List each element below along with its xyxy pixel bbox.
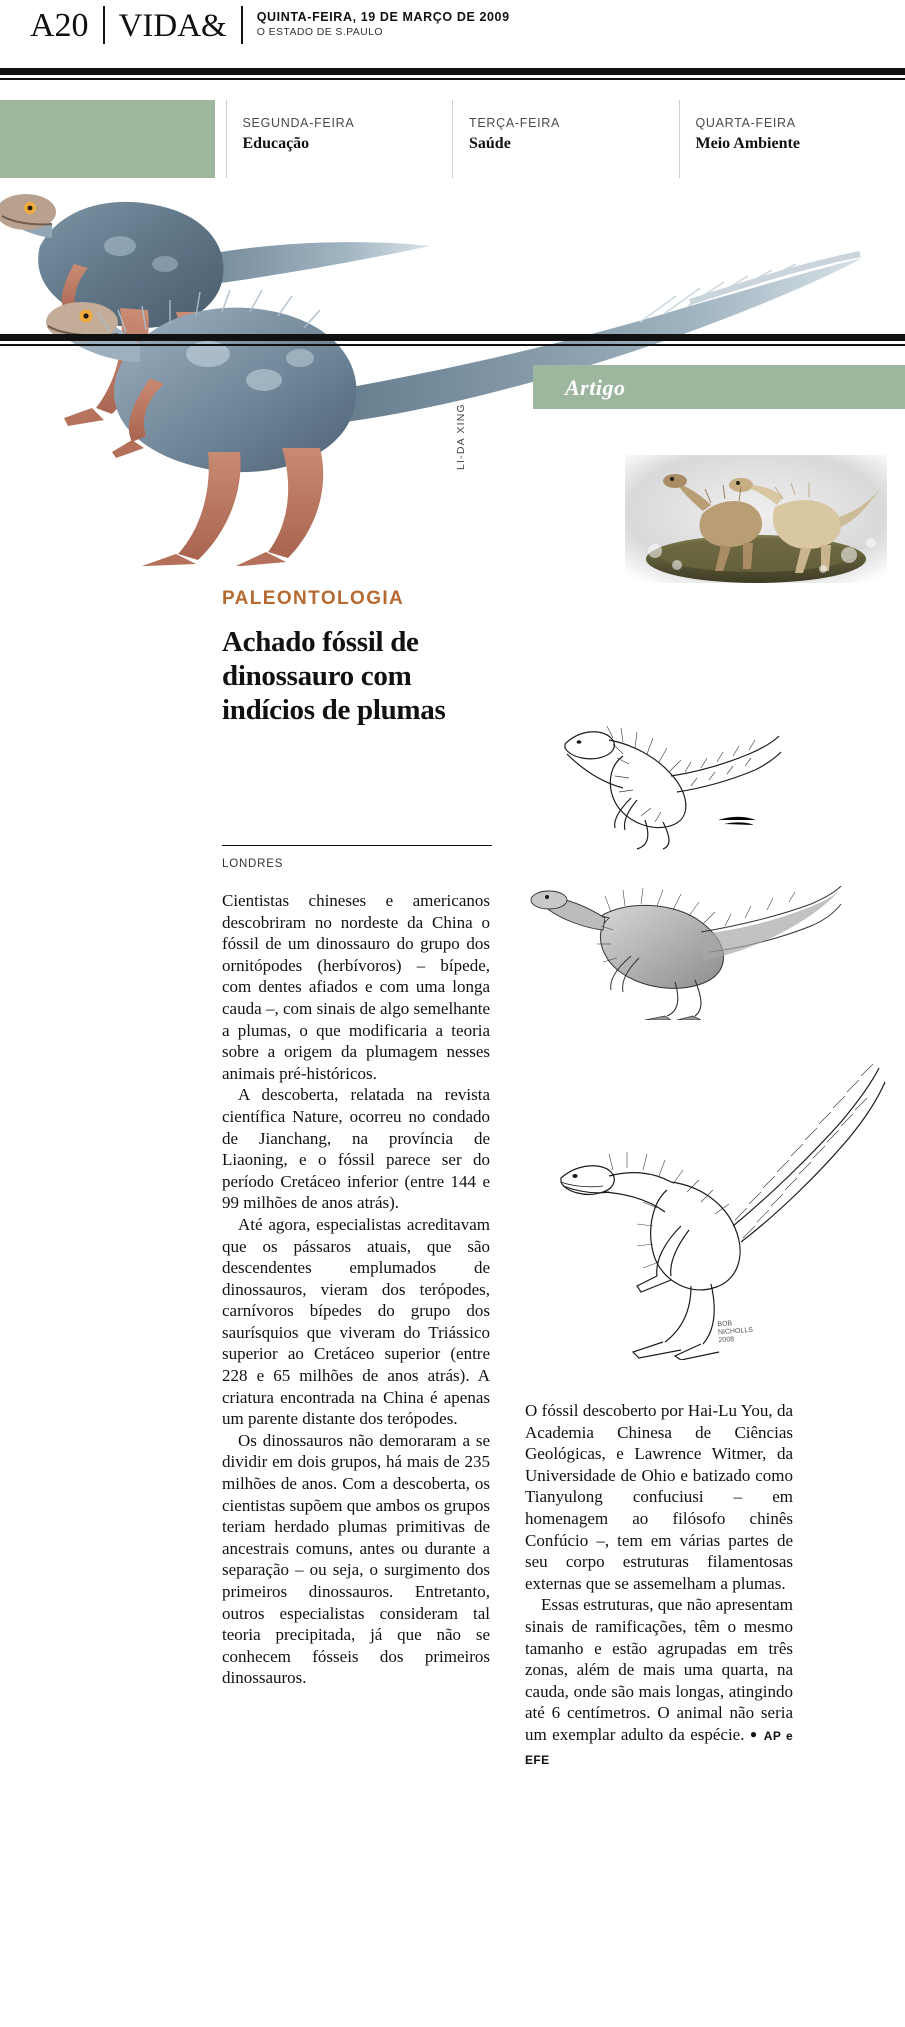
article-body-column-1	[222, 890, 490, 1689]
paragraph: Até agora, especialistas acreditavam que os pássaros atuais, que são descendentes emplumados de dinossauros, vieram dos terópodes, carnívoros bípedes do grupo dos saurísquios que viveram do Triássico superior ao Cretáceo superior (entre 228 e 65 milhões de anos atrás). A criatura encontrada na China é apenas um parente distante dos terópodes.	[222, 1214, 490, 1429]
artigo-banner[interactable]	[533, 365, 905, 409]
sketch-2-svg	[505, 860, 850, 1020]
dinosaur-sketch-3	[505, 1030, 895, 1360]
mid-rule-thick	[0, 334, 905, 341]
issue-date: QUINTA-FEIRA, 19 DE MARÇO DE 2009	[256, 10, 510, 24]
page-number: A20	[30, 7, 89, 44]
paragraph: Cientistas chineses e americanos descobriram no nordeste da China o fóssil de um dinossauro do grupo dos ornitópodes (herbívoros) – bípede, com dentes afiados e com uma longa cauda –, com sinais de algo semelhante a plumas, o que modificaria a teoria sobre a origem da plumagem nesses animais pré-históricos.	[222, 891, 490, 1083]
masthead	[0, 0, 905, 68]
masthead-rule-thick	[0, 68, 905, 75]
paragraph	[525, 1594, 793, 1771]
headline-rule	[222, 845, 492, 846]
day-section-label: Educação	[242, 135, 310, 152]
day-label: QUARTA-FEIRA	[695, 116, 796, 130]
paragraph: O fóssil descoberto por Hai-Lu You, da Academia Chinesa de Ciências Geológicas, e Lawrence Witmer, da Universidade de Ohio e batizado como Tianyulong confuciusi – em homenagem ao filósofo chinês Confúcio –, tem em várias partes de seu corpo estruturas filamentosas externas que se assemelham a plumas.	[525, 1401, 793, 1593]
sketch-credit: BOB NICHOLLS 2008	[717, 1320, 754, 1345]
day-section-label: Meio Ambiente	[695, 135, 800, 152]
artigo-banner-label: Artigo	[565, 375, 626, 400]
mid-rule-thin	[0, 344, 905, 346]
paragraph: A descoberta, relatada na revista científica Nature, ocorreu no condado de Jianchang, na província de Liaoning, e o fóssil parece ser do período Cretáceo inferior (entre 144 e 99 milhões de anos atrás).	[222, 1085, 490, 1213]
section-title: VIDA&	[118, 8, 227, 44]
paragraph: Os dinossauros não demoraram a se dividir em dois grupos, há mais de 235 milhões de anos. Com a descoberta, os cientistas supõem que ambos os grupos teriam herdado plumas primitivas de ancestrais comuns, antes ou durante a separação – ou seja, o surgimento dos primeiros dinossauros. Entretanto, outros especialistas consideram tal teoria precipitada, já que não se conhecem fósseis dos primeiros dinossauros.	[222, 1430, 490, 1688]
masthead-divider-1	[103, 6, 105, 44]
article-body-column-2	[525, 1400, 793, 1771]
article-headline: Achado fóssil de dinossauro com indícios de plumas	[222, 626, 446, 726]
publication-name: O ESTADO DE S.PAULO	[256, 26, 383, 38]
reconstruction-photo-svg	[625, 455, 887, 583]
article-kicker: PALEONTOLOGIA	[222, 588, 405, 609]
illustration-credit: LI-DA XING	[455, 403, 467, 470]
dinosaur-sketch-2	[505, 860, 850, 1020]
paragraph-text: Essas estruturas, que não apresentam sinais de ramificações, têm o mesmo tamanho e estão agrupadas em três zonas, além de mais uma quarta, na cauda, onde são mais longas, atingindo até 6 centímetros. O animal não seria um exemplar adulto da espécie.	[525, 1595, 793, 1744]
day-label: SEGUNDA-FEIRA	[242, 116, 355, 130]
day-section-label: Saúde	[469, 135, 511, 152]
end-bullet: ●	[749, 1726, 759, 1741]
dinosaur-sketch-1	[505, 700, 835, 850]
article-dateline: LONDRES	[222, 858, 284, 870]
sketch-3-svg	[505, 1030, 895, 1360]
dinosaur-reconstruction-photo	[625, 455, 887, 583]
sketch-1-svg	[505, 700, 835, 850]
masthead-rule-thin	[0, 78, 905, 80]
day-label: TERÇA-FEIRA	[469, 116, 561, 130]
masthead-divider-2	[241, 6, 243, 44]
masthead-date-block	[257, 6, 510, 39]
article-source-credit: AP e EFE	[525, 1728, 794, 1767]
